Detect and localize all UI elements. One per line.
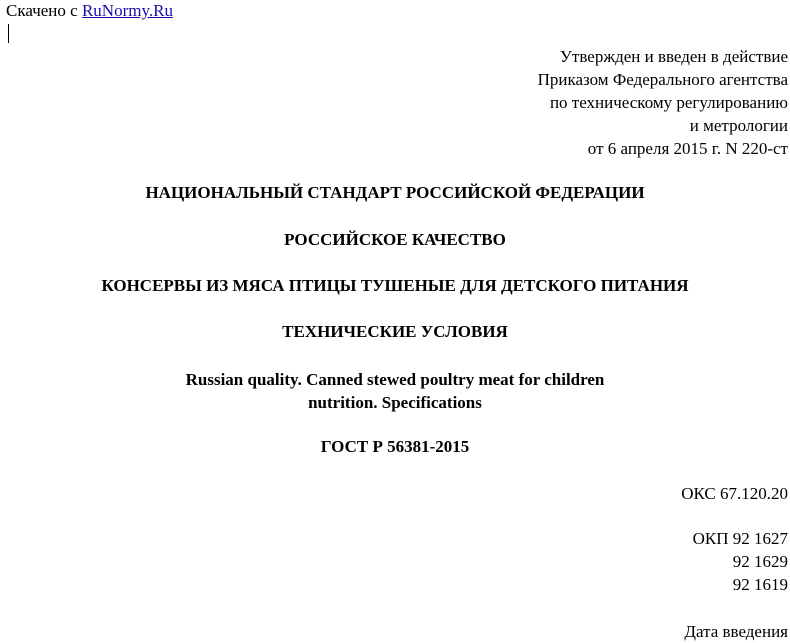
- gost-number: ГОСТ Р 56381-2015: [320, 437, 470, 456]
- quality-heading: РОССИЙСКОЕ КАЧЕСТВО: [284, 230, 506, 249]
- okp-code-line: ОКП 92 1627: [692, 529, 788, 548]
- english-title-line: Russian quality. Canned stewed poultry meat for children: [185, 370, 605, 389]
- approval-line: Утвержден и введен в действие: [559, 47, 788, 66]
- source-prefix: Скачено с: [6, 1, 82, 20]
- approval-line: Приказом Федерального агентства: [537, 70, 788, 89]
- approval-line: от 6 апреля 2015 г. N 220-ст: [587, 139, 788, 158]
- text-cursor: [8, 24, 9, 43]
- english-title: [0, 368, 790, 414]
- okp-code-line: 92 1629: [732, 552, 788, 571]
- approval-line: и метрологии: [689, 116, 788, 135]
- product-heading: КОНСЕРВЫ ИЗ МЯСА ПТИЦЫ ТУШЕНЫЕ ДЛЯ ДЕТСКОГО ПИТАНИЯ: [101, 276, 689, 295]
- english-title-line: nutrition. Specifications: [308, 393, 482, 412]
- effective-date-label: Дата введения: [684, 622, 788, 641]
- okp-codes: [693, 527, 788, 596]
- runormy-link[interactable]: RuNormy.Ru: [81, 1, 173, 20]
- conditions-heading: ТЕХНИЧЕСКИЕ УСЛОВИЯ: [282, 322, 508, 341]
- approval-block: [538, 45, 788, 160]
- source-line: [6, 1, 173, 21]
- approval-line: по техническому регулированию: [549, 93, 788, 112]
- national-standard-heading: НАЦИОНАЛЬНЫЙ СТАНДАРТ РОССИЙСКОЙ ФЕДЕРАЦИИ: [145, 183, 645, 202]
- okp-code-line: 92 1619: [732, 575, 788, 594]
- oks-code: ОКС 67.120.20: [681, 484, 788, 503]
